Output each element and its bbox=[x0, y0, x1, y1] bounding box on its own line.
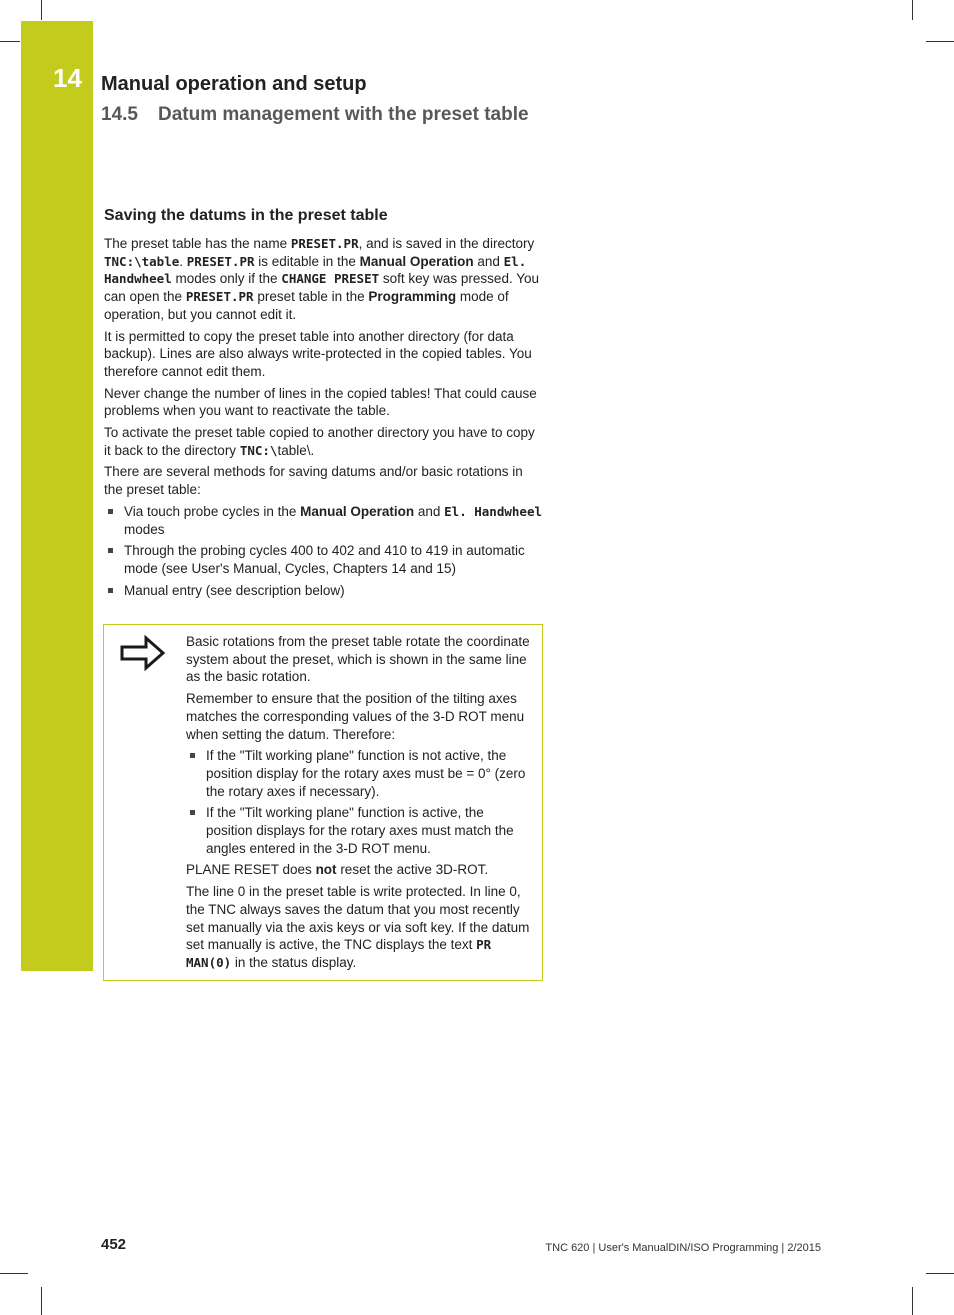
text: Via touch probe cycles in the bbox=[124, 503, 301, 519]
text: . bbox=[179, 253, 187, 269]
note-box bbox=[103, 624, 543, 981]
chapter-sidebar bbox=[21, 21, 93, 971]
chapter-number: 14 bbox=[53, 63, 82, 93]
main-content bbox=[104, 206, 544, 603]
crop-mark bbox=[41, 1287, 42, 1315]
code-term: TNC:\table bbox=[104, 253, 180, 269]
text: Through the probing cycles 400 to 402 and 410 to 419 in automatic mode (see User's Manual, Cycles, Chapters 14 and 15) bbox=[124, 543, 525, 576]
text: is editable in the bbox=[254, 253, 360, 269]
method-list bbox=[104, 503, 544, 600]
section-number: 14.5 bbox=[101, 104, 138, 125]
page-number: 452 bbox=[101, 1236, 127, 1253]
code-term: PR MAN(0) bbox=[186, 937, 492, 970]
code-term: TNC:\ bbox=[239, 442, 278, 458]
emphasis: not bbox=[315, 862, 337, 878]
text: , and is saved in the directory bbox=[358, 236, 535, 251]
square-bullet-icon bbox=[108, 588, 113, 593]
paragraph-4 bbox=[104, 424, 544, 459]
list-item bbox=[186, 804, 531, 857]
text: mode of operation, but you cannot edit it. bbox=[104, 289, 509, 322]
crop-mark bbox=[0, 41, 20, 42]
section-title bbox=[101, 104, 529, 126]
crop-mark bbox=[926, 41, 954, 42]
paragraph-3: Never change the number of lines in the copied tables! That could cause problems when you want to reactivate the table. bbox=[104, 385, 537, 419]
paragraph-1 bbox=[104, 235, 544, 324]
note-body bbox=[186, 633, 531, 976]
square-bullet-icon bbox=[108, 548, 113, 553]
list-item bbox=[186, 747, 531, 800]
text: If the "Tilt working plane" function is active, the position displays for the rotary axes must match the angles entered in the 3-D ROT menu. bbox=[206, 805, 514, 856]
crop-mark bbox=[0, 1273, 28, 1274]
text: The line 0 in the preset table is write protected. In line 0, the TNC always saves the datum that you most recently set manually via the axis keys or via soft key. If the datum set manually is active, the TNC displays the text bbox=[186, 884, 530, 953]
crop-mark bbox=[912, 0, 913, 20]
square-bullet-icon bbox=[108, 509, 113, 514]
text: table\. bbox=[277, 442, 315, 458]
code-term: El. Handwheel bbox=[104, 253, 527, 287]
text: The preset table has the name bbox=[104, 236, 291, 251]
content-heading: Saving the datums in the preset table bbox=[104, 207, 388, 224]
note-paragraph-3 bbox=[186, 861, 531, 879]
list-item bbox=[104, 582, 544, 600]
text: If the "Tilt working plane" function is not active, the position display for the rotary axes must be = 0° (zero the rotary axes if necessary). bbox=[206, 748, 526, 799]
square-bullet-icon bbox=[190, 753, 195, 758]
crop-mark bbox=[912, 1287, 913, 1315]
list-item bbox=[104, 503, 544, 538]
softkey-name: CHANGE PRESET bbox=[281, 271, 380, 287]
text: and bbox=[414, 503, 445, 519]
text: preset table in the bbox=[253, 289, 369, 305]
note-list bbox=[186, 747, 531, 857]
code-term: PRESET.PR bbox=[186, 253, 255, 269]
paragraph-5: There are several methods for saving datums and/or basic rotations in the preset table: bbox=[104, 464, 523, 498]
note-paragraph-2: Remember to ensure that the position of the tilting axes matches the corresponding values of the 3-D ROT menu when setting the datum. Therefore: bbox=[186, 691, 525, 742]
note-paragraph-1: Basic rotations from the preset table rotate the coordinate system about the preset, which is shown in the same line as the basic rotation. bbox=[186, 634, 530, 685]
text: modes bbox=[124, 521, 165, 537]
section-title-text: Datum management with the preset table bbox=[158, 104, 529, 125]
code-term: El. Handwheel bbox=[444, 503, 542, 519]
chapter-title: Manual operation and setup bbox=[101, 73, 367, 95]
text: Manual entry (see description below) bbox=[124, 582, 345, 598]
list-item bbox=[104, 542, 544, 577]
text: PLANE RESET does bbox=[186, 862, 316, 878]
footer-text: TNC 620 | User's ManualDIN/ISO Programming | 2/2015 bbox=[545, 1242, 821, 1254]
square-bullet-icon bbox=[190, 810, 195, 815]
text: soft key was pressed. You can open the bbox=[104, 271, 539, 305]
code-term: PRESET.PR bbox=[185, 289, 254, 305]
note-arrow-icon bbox=[120, 635, 166, 671]
note-paragraph-4 bbox=[186, 883, 531, 972]
mode-name: Manual Operation bbox=[359, 253, 474, 269]
crop-mark bbox=[41, 0, 42, 20]
crop-mark bbox=[926, 1273, 954, 1274]
code-term: PRESET.PR bbox=[290, 236, 359, 251]
text: To activate the preset table copied to another directory you have to copy it back to the directory bbox=[104, 425, 535, 458]
paragraph-2: It is permitted to copy the preset table into another directory (for data backup). Lines are also always write-protected in the copied tables. You therefore cannot edit them. bbox=[104, 328, 532, 379]
text: and bbox=[473, 253, 504, 269]
text: reset the active 3D-ROT. bbox=[336, 862, 489, 878]
mode-name: Manual Operation bbox=[300, 503, 415, 519]
text: in the status display. bbox=[231, 954, 357, 970]
text: modes only if the bbox=[171, 271, 282, 287]
mode-name: Programming bbox=[368, 289, 457, 305]
